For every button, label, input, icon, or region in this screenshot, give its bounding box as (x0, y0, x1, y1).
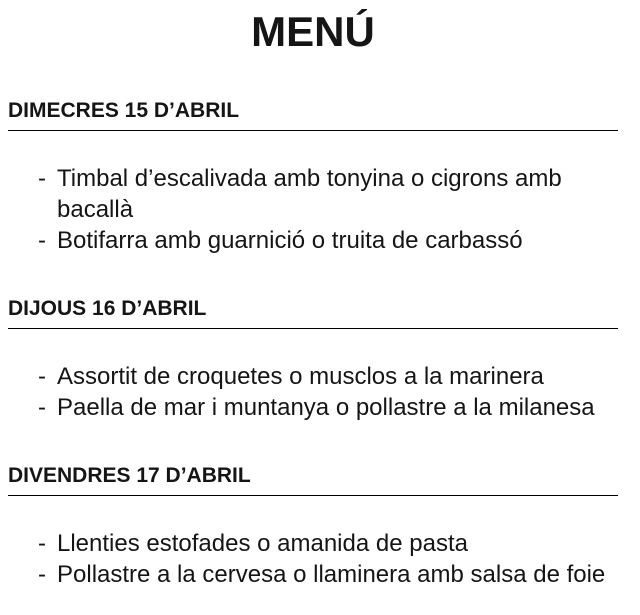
dash-bullet: - (38, 227, 46, 254)
dish-list (8, 361, 618, 423)
day-section (8, 98, 618, 256)
menu-title: MENÚ (251, 8, 375, 55)
dish-item (8, 559, 618, 590)
dish-text: Botifarra amb guarnició o truita de carbassó (57, 227, 523, 254)
day-section (8, 296, 618, 423)
day-heading: DIJOUS 16 D’ABRIL (8, 296, 618, 329)
dish-item (8, 225, 618, 256)
dash-bullet: - (38, 363, 46, 390)
dish-list (8, 163, 618, 256)
day-section (8, 463, 618, 590)
dash-bullet: - (38, 165, 46, 192)
dish-text: Pollastre a la cervesa o llaminera amb salsa de foie (57, 561, 606, 588)
dish-text: Paella de mar i muntanya o pollastre a la milanesa (57, 394, 595, 421)
dish-item (8, 361, 618, 392)
dish-item (8, 163, 618, 225)
dash-bullet: - (38, 394, 46, 421)
dish-text: Assortit de croquetes o musclos a la marinera (57, 363, 544, 390)
dash-bullet: - (38, 530, 46, 557)
menu-sections (8, 98, 618, 590)
dash-bullet: - (38, 561, 46, 588)
day-heading: DIVENDRES 17 D’ABRIL (8, 463, 618, 496)
dish-list (8, 528, 618, 590)
dish-text: Timbal d’escalivada amb tonyina o cigrons amb bacallà (57, 165, 562, 223)
dish-item (8, 392, 618, 423)
day-heading: DIMECRES 15 D’ABRIL (8, 98, 618, 131)
dish-item (8, 528, 618, 559)
dish-text: Llenties estofades o amanida de pasta (57, 530, 468, 557)
